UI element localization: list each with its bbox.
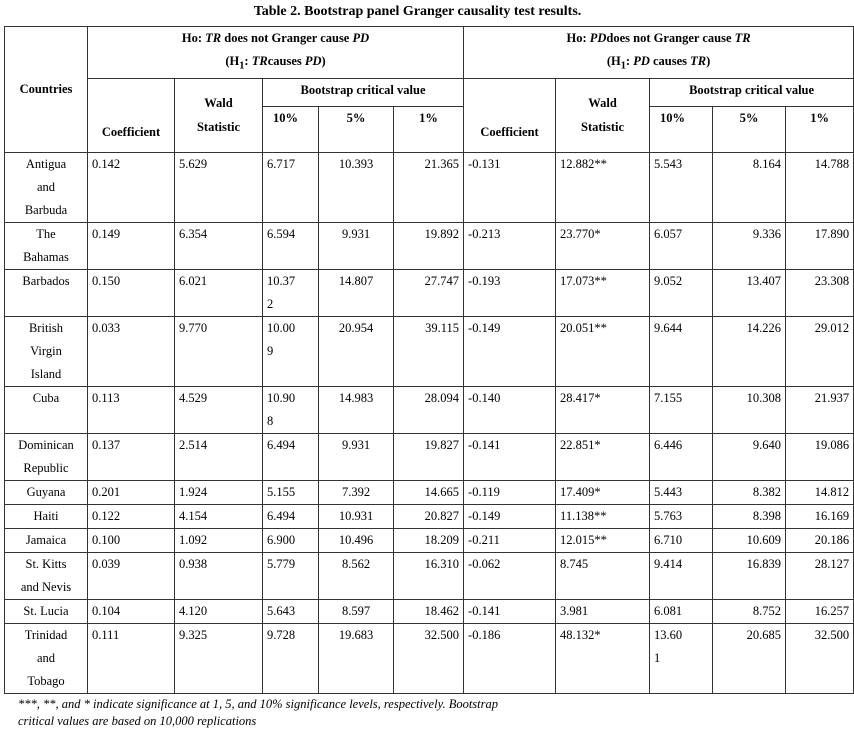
critical-10-pd-tr: 6.446	[650, 433, 713, 480]
critical-5-tr-pd: 10.496	[319, 528, 394, 552]
wald-statistic-tr-pd: 9.770	[175, 316, 263, 386]
header-p5-1: 5%	[319, 106, 394, 152]
table-row	[5, 599, 854, 623]
coefficient-pd-tr: -0.213	[464, 222, 556, 269]
header-p10-1: 10%	[263, 106, 319, 152]
critical-10-pd-tr: 5.443	[650, 480, 713, 504]
critical-1-tr-pd: 16.310	[394, 552, 464, 599]
critical-10-tr-pd: 6.494	[263, 504, 319, 528]
critical-1-tr-pd: 32.500	[394, 623, 464, 693]
critical-1-tr-pd: 19.892	[394, 222, 464, 269]
critical-5-tr-pd: 9.931	[319, 433, 394, 480]
coefficient-pd-tr: -0.193	[464, 269, 556, 316]
critical-5-tr-pd: 9.931	[319, 222, 394, 269]
coefficient-tr-pd: 0.149	[88, 222, 175, 269]
wald-statistic-pd-tr: 12.882**	[556, 152, 650, 222]
wald-statistic-tr-pd: 6.354	[175, 222, 263, 269]
wald-statistic-pd-tr: 17.409*	[556, 480, 650, 504]
header-wald-2: Wald Statistic	[556, 78, 650, 152]
country-cell: St. Lucia	[5, 599, 88, 623]
header-group-tr-pd-alternative: ($H_1$: TRcauses PD)	[225, 54, 326, 72]
critical-5-pd-tr: 16.839	[713, 552, 786, 599]
table-title: Table 2. Bootstrap panel Granger causality test results.	[253, 4, 582, 19]
critical-1-pd-tr: 21.937	[786, 386, 854, 433]
wald-statistic-pd-tr: 11.138**	[556, 504, 650, 528]
wald-statistic-pd-tr: 3.981	[556, 599, 650, 623]
critical-10-tr-pd: 6.594	[263, 222, 319, 269]
granger-causality-table	[4, 26, 854, 694]
wald-statistic-tr-pd: 4.120	[175, 599, 263, 623]
wald-statistic-tr-pd: 1.092	[175, 528, 263, 552]
critical-10-tr-pd: 5.643	[263, 599, 319, 623]
critical-1-pd-tr: 17.890	[786, 222, 854, 269]
critical-10-pd-tr: 6.081	[650, 599, 713, 623]
coefficient-pd-tr: -0.131	[464, 152, 556, 222]
coefficient-tr-pd: 0.150	[88, 269, 175, 316]
critical-1-tr-pd: 18.209	[394, 528, 464, 552]
critical-10-tr-pd: 6.717	[263, 152, 319, 222]
critical-10-pd-tr: 9.644	[650, 316, 713, 386]
header-group-tr-pd-hypothesis: Ho: TR does not Granger cause PD	[181, 31, 370, 45]
coefficient-pd-tr: -0.186	[464, 623, 556, 693]
table-body	[5, 152, 854, 693]
critical-5-pd-tr: 8.752	[713, 599, 786, 623]
table-row	[5, 386, 854, 433]
wald-statistic-pd-tr: 8.745	[556, 552, 650, 599]
critical-10-pd-tr: 9.052	[650, 269, 713, 316]
header-p1-2: 1%	[786, 106, 854, 152]
country-cell: Jamaica	[5, 528, 88, 552]
header-countries: Countries	[5, 27, 88, 153]
critical-1-pd-tr: 14.788	[786, 152, 854, 222]
critical-1-pd-tr: 16.169	[786, 504, 854, 528]
table-row	[5, 316, 854, 386]
critical-5-pd-tr: 8.398	[713, 504, 786, 528]
critical-1-pd-tr: 23.308	[786, 269, 854, 316]
wald-statistic-pd-tr: 48.132*	[556, 623, 650, 693]
coefficient-pd-tr: -0.149	[464, 504, 556, 528]
critical-10-pd-tr: 9.414	[650, 552, 713, 599]
critical-5-pd-tr: 20.685	[713, 623, 786, 693]
critical-5-pd-tr: 10.308	[713, 386, 786, 433]
country-cell: St. Kitts and Nevis	[5, 552, 88, 599]
critical-5-pd-tr: 9.640	[713, 433, 786, 480]
critical-1-tr-pd: 39.115	[394, 316, 464, 386]
header-coefficient-2: Coefficient	[464, 78, 556, 152]
table-row	[5, 433, 854, 480]
header-group-tr-pd	[88, 27, 464, 79]
critical-10-tr-pd: 6.494	[263, 433, 319, 480]
coefficient-tr-pd: 0.033	[88, 316, 175, 386]
country-cell: Antigua and Barbuda	[5, 152, 88, 222]
country-cell: Cuba	[5, 386, 88, 433]
critical-10-tr-pd: 10.37 2	[263, 269, 319, 316]
coefficient-tr-pd: 0.104	[88, 599, 175, 623]
critical-1-pd-tr: 32.500	[786, 623, 854, 693]
critical-5-tr-pd: 8.562	[319, 552, 394, 599]
critical-10-pd-tr: 6.057	[650, 222, 713, 269]
critical-5-tr-pd: 10.393	[319, 152, 394, 222]
critical-10-pd-tr: 13.60 1	[650, 623, 713, 693]
critical-1-tr-pd: 14.665	[394, 480, 464, 504]
header-p1-1: 1%	[394, 106, 464, 152]
critical-1-pd-tr: 19.086	[786, 433, 854, 480]
critical-5-tr-pd: 8.597	[319, 599, 394, 623]
critical-10-tr-pd: 6.900	[263, 528, 319, 552]
wald-statistic-pd-tr: 22.851*	[556, 433, 650, 480]
header-p5-2: 5%	[713, 106, 786, 152]
critical-5-tr-pd: 14.983	[319, 386, 394, 433]
critical-1-tr-pd: 20.827	[394, 504, 464, 528]
coefficient-tr-pd: 0.039	[88, 552, 175, 599]
header-group-pd-tr-hypothesis: Ho: PDdoes not Granger cause TR	[566, 31, 751, 45]
wald-statistic-tr-pd: 4.529	[175, 386, 263, 433]
table-row	[5, 504, 854, 528]
coefficient-pd-tr: -0.141	[464, 433, 556, 480]
table-row	[5, 222, 854, 269]
coefficient-pd-tr: -0.062	[464, 552, 556, 599]
critical-5-pd-tr: 10.609	[713, 528, 786, 552]
table-row	[5, 480, 854, 504]
coefficient-pd-tr: -0.140	[464, 386, 556, 433]
coefficient-tr-pd: 0.137	[88, 433, 175, 480]
critical-10-tr-pd: 9.728	[263, 623, 319, 693]
critical-5-tr-pd: 7.392	[319, 480, 394, 504]
table-row	[5, 552, 854, 599]
coefficient-tr-pd: 0.122	[88, 504, 175, 528]
coefficient-pd-tr: -0.149	[464, 316, 556, 386]
critical-1-pd-tr: 20.186	[786, 528, 854, 552]
table-row	[5, 528, 854, 552]
critical-5-tr-pd: 14.807	[319, 269, 394, 316]
table-row	[5, 269, 854, 316]
critical-5-pd-tr: 14.226	[713, 316, 786, 386]
wald-statistic-tr-pd: 2.514	[175, 433, 263, 480]
critical-1-pd-tr: 16.257	[786, 599, 854, 623]
critical-5-pd-tr: 8.164	[713, 152, 786, 222]
header-wald-1: Wald Statistic	[175, 78, 263, 152]
coefficient-pd-tr: -0.211	[464, 528, 556, 552]
coefficient-tr-pd: 0.100	[88, 528, 175, 552]
header-bootstrap-1: Bootstrap critical value	[263, 78, 464, 106]
critical-1-pd-tr: 28.127	[786, 552, 854, 599]
critical-10-tr-pd: 10.00 9	[263, 316, 319, 386]
critical-5-tr-pd: 20.954	[319, 316, 394, 386]
coefficient-tr-pd: 0.201	[88, 480, 175, 504]
country-cell: Guyana	[5, 480, 88, 504]
wald-statistic-tr-pd: 4.154	[175, 504, 263, 528]
header-group-pd-tr	[464, 27, 854, 79]
country-cell: Barbados	[5, 269, 88, 316]
critical-5-pd-tr: 9.336	[713, 222, 786, 269]
coefficient-tr-pd: 0.142	[88, 152, 175, 222]
table-row	[5, 152, 854, 222]
country-cell: Haiti	[5, 504, 88, 528]
wald-statistic-pd-tr: 17.073**	[556, 269, 650, 316]
header-group-pd-tr-alternative: ($H_1$: PD causes TR)	[606, 54, 711, 72]
country-cell: Trinidad and Tobago	[5, 623, 88, 693]
wald-statistic-pd-tr: 23.770*	[556, 222, 650, 269]
wald-statistic-tr-pd: 0.938	[175, 552, 263, 599]
wald-statistic-pd-tr: 12.015**	[556, 528, 650, 552]
coefficient-pd-tr: -0.119	[464, 480, 556, 504]
critical-1-pd-tr: 14.812	[786, 480, 854, 504]
critical-10-pd-tr: 5.763	[650, 504, 713, 528]
critical-10-tr-pd: 10.90 8	[263, 386, 319, 433]
coefficient-pd-tr: -0.141	[464, 599, 556, 623]
critical-1-tr-pd: 18.462	[394, 599, 464, 623]
header-coefficient-1: Coefficient	[88, 78, 175, 152]
critical-1-tr-pd: 21.365	[394, 152, 464, 222]
coefficient-tr-pd: 0.111	[88, 623, 175, 693]
critical-10-tr-pd: 5.155	[263, 480, 319, 504]
coefficient-tr-pd: 0.113	[88, 386, 175, 433]
table-row	[5, 623, 854, 693]
critical-10-tr-pd: 5.779	[263, 552, 319, 599]
critical-1-tr-pd: 19.827	[394, 433, 464, 480]
critical-10-pd-tr: 5.543	[650, 152, 713, 222]
wald-statistic-tr-pd: 6.021	[175, 269, 263, 316]
wald-statistic-tr-pd: 5.629	[175, 152, 263, 222]
critical-10-pd-tr: 7.155	[650, 386, 713, 433]
critical-5-pd-tr: 13.407	[713, 269, 786, 316]
critical-10-pd-tr: 6.710	[650, 528, 713, 552]
country-cell: The Bahamas	[5, 222, 88, 269]
country-cell: British Virgin Island	[5, 316, 88, 386]
table-footnote: ***, **, and * indicate significance at 1, 5, and 10% significance levels, respectively. Bootstrap critical values are based on 10,000 replications	[18, 696, 498, 728]
wald-statistic-tr-pd: 1.924	[175, 480, 263, 504]
wald-statistic-pd-tr: 28.417*	[556, 386, 650, 433]
critical-5-tr-pd: 10.931	[319, 504, 394, 528]
critical-5-pd-tr: 8.382	[713, 480, 786, 504]
header-bootstrap-2: Bootstrap critical value	[650, 78, 854, 106]
country-cell: Dominican Republic	[5, 433, 88, 480]
critical-1-pd-tr: 29.012	[786, 316, 854, 386]
critical-5-tr-pd: 19.683	[319, 623, 394, 693]
wald-statistic-tr-pd: 9.325	[175, 623, 263, 693]
header-p10-2: 10%	[650, 106, 713, 152]
critical-1-tr-pd: 28.094	[394, 386, 464, 433]
critical-1-tr-pd: 27.747	[394, 269, 464, 316]
wald-statistic-pd-tr: 20.051**	[556, 316, 650, 386]
